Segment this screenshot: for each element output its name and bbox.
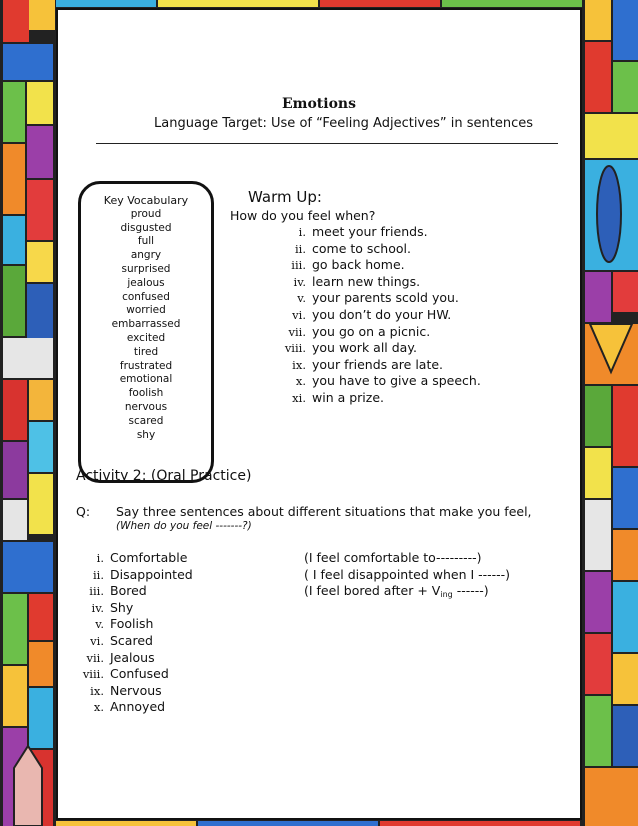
item-number: ii. (92, 567, 104, 582)
list-item (58, 616, 193, 633)
item-number: ii. (294, 241, 306, 256)
item-text: your friends are late. (312, 356, 444, 372)
item-number: ix. (90, 683, 104, 698)
language-target: Language Target: Use of “Feeling Adjectives” in sentences (154, 116, 534, 131)
list-item (268, 241, 481, 258)
vocabulary-word: shy (136, 428, 156, 441)
title-divider (96, 143, 558, 144)
item-number: x. (295, 374, 306, 389)
hint-bored-end: ------) (452, 583, 489, 599)
vocabulary-heading: Key Vocabulary (103, 194, 189, 207)
item-number: i. (96, 551, 104, 565)
item-text: you have to give a speech. (312, 373, 481, 389)
list-item (268, 340, 481, 357)
vocabulary-word: disgusted (120, 221, 172, 234)
vocabulary-word: confused (122, 290, 170, 303)
vocabulary-word: jealous (127, 276, 165, 289)
item-text: Bored (110, 583, 147, 599)
activity-list (58, 550, 193, 716)
vocabulary-word: full (137, 235, 155, 248)
hint-comfortable: (I feel comfortable to---------) (304, 550, 482, 565)
list-item (58, 699, 193, 716)
item-number: i. (298, 225, 306, 239)
item-number: x. (93, 700, 104, 715)
vocabulary-word: embarrassed (111, 318, 181, 331)
item-text: win a prize. (312, 389, 384, 405)
list-item (268, 224, 481, 241)
item-text: you don’t do your HW. (312, 306, 452, 322)
key-vocabulary-box (78, 181, 214, 483)
item-text: Scared (110, 632, 153, 648)
item-number: xi. (292, 390, 306, 405)
list-item (58, 550, 193, 567)
warm-up-heading: Warm Up: (248, 188, 322, 206)
hint-bored-text: (I feel bored after + V (304, 583, 441, 599)
list-item (58, 650, 193, 667)
list-item (268, 373, 481, 390)
list-item (268, 307, 481, 324)
list-item (58, 600, 193, 617)
item-text: Foolish (110, 616, 154, 632)
item-number: v. (95, 617, 104, 632)
page-title: Emotions (281, 96, 356, 112)
item-number: iii. (89, 584, 104, 599)
item-number: v. (297, 291, 306, 306)
item-text: Nervous (110, 682, 162, 698)
vocabulary-list (81, 194, 211, 442)
item-text: come to school. (312, 240, 411, 256)
item-text: meet your friends. (312, 224, 428, 239)
question-hint: (When do you feel -------?) (116, 520, 252, 532)
item-number: viii. (284, 341, 306, 356)
vocabulary-word: nervous (124, 400, 168, 413)
vocabulary-word: emotional (119, 373, 173, 386)
vocabulary-word: scared (128, 414, 164, 427)
vocabulary-word: proud (130, 207, 162, 220)
warm-up-list (268, 224, 481, 407)
list-item (268, 390, 481, 407)
list-item (58, 633, 193, 650)
item-text: go back home. (312, 257, 405, 273)
sentence-hints (304, 550, 510, 604)
item-number: vii. (86, 650, 104, 665)
vocabulary-word: frustrated (119, 359, 173, 372)
list-item (268, 357, 481, 374)
vocabulary-word: surprised (121, 262, 171, 275)
item-number: iv. (91, 600, 104, 615)
vocabulary-word: foolish (128, 387, 164, 400)
list-item (58, 683, 193, 700)
item-number: vi. (90, 633, 104, 648)
question-label: Q: (76, 504, 91, 519)
item-text: Comfortable (110, 550, 188, 565)
hint-bored (304, 583, 510, 604)
list-item (58, 666, 193, 683)
item-number: viii. (82, 667, 104, 682)
item-number: vi. (292, 307, 306, 322)
activity-heading: Activity 2: (Oral Practice) (76, 468, 252, 484)
hint-disappointed: ( I feel disappointed when I ------) (304, 566, 511, 582)
item-text: your parents scold you. (312, 290, 459, 306)
item-text: you work all day. (312, 340, 417, 356)
item-text: Annoyed (110, 699, 166, 715)
item-text: Disappointed (110, 566, 193, 582)
item-number: iii. (291, 258, 306, 273)
item-number: iv. (293, 274, 306, 289)
list-item (58, 583, 193, 600)
vocabulary-word: worried (126, 304, 166, 317)
warm-up-question: How do you feel when? (230, 208, 376, 223)
list-item (268, 290, 481, 307)
list-item (268, 274, 481, 291)
vocabulary-word: tired (133, 345, 159, 358)
list-item (268, 324, 481, 341)
vocabulary-word: excited (126, 331, 166, 344)
list-item (268, 257, 481, 274)
item-number: ix. (292, 357, 306, 372)
vocabulary-word: angry (130, 249, 162, 262)
item-text: Shy (110, 599, 134, 615)
item-text: you go on a picnic. (312, 323, 431, 339)
item-text: learn new things. (312, 273, 421, 289)
hint-bored-subscript: ing (440, 590, 453, 600)
item-text: Jealous (110, 649, 155, 665)
question-text: Say three sentences about different situations that make you feel, (116, 504, 532, 519)
worksheet-page (56, 8, 582, 820)
list-item (58, 567, 193, 584)
item-number: vii. (288, 324, 306, 339)
item-text: Confused (110, 666, 169, 682)
